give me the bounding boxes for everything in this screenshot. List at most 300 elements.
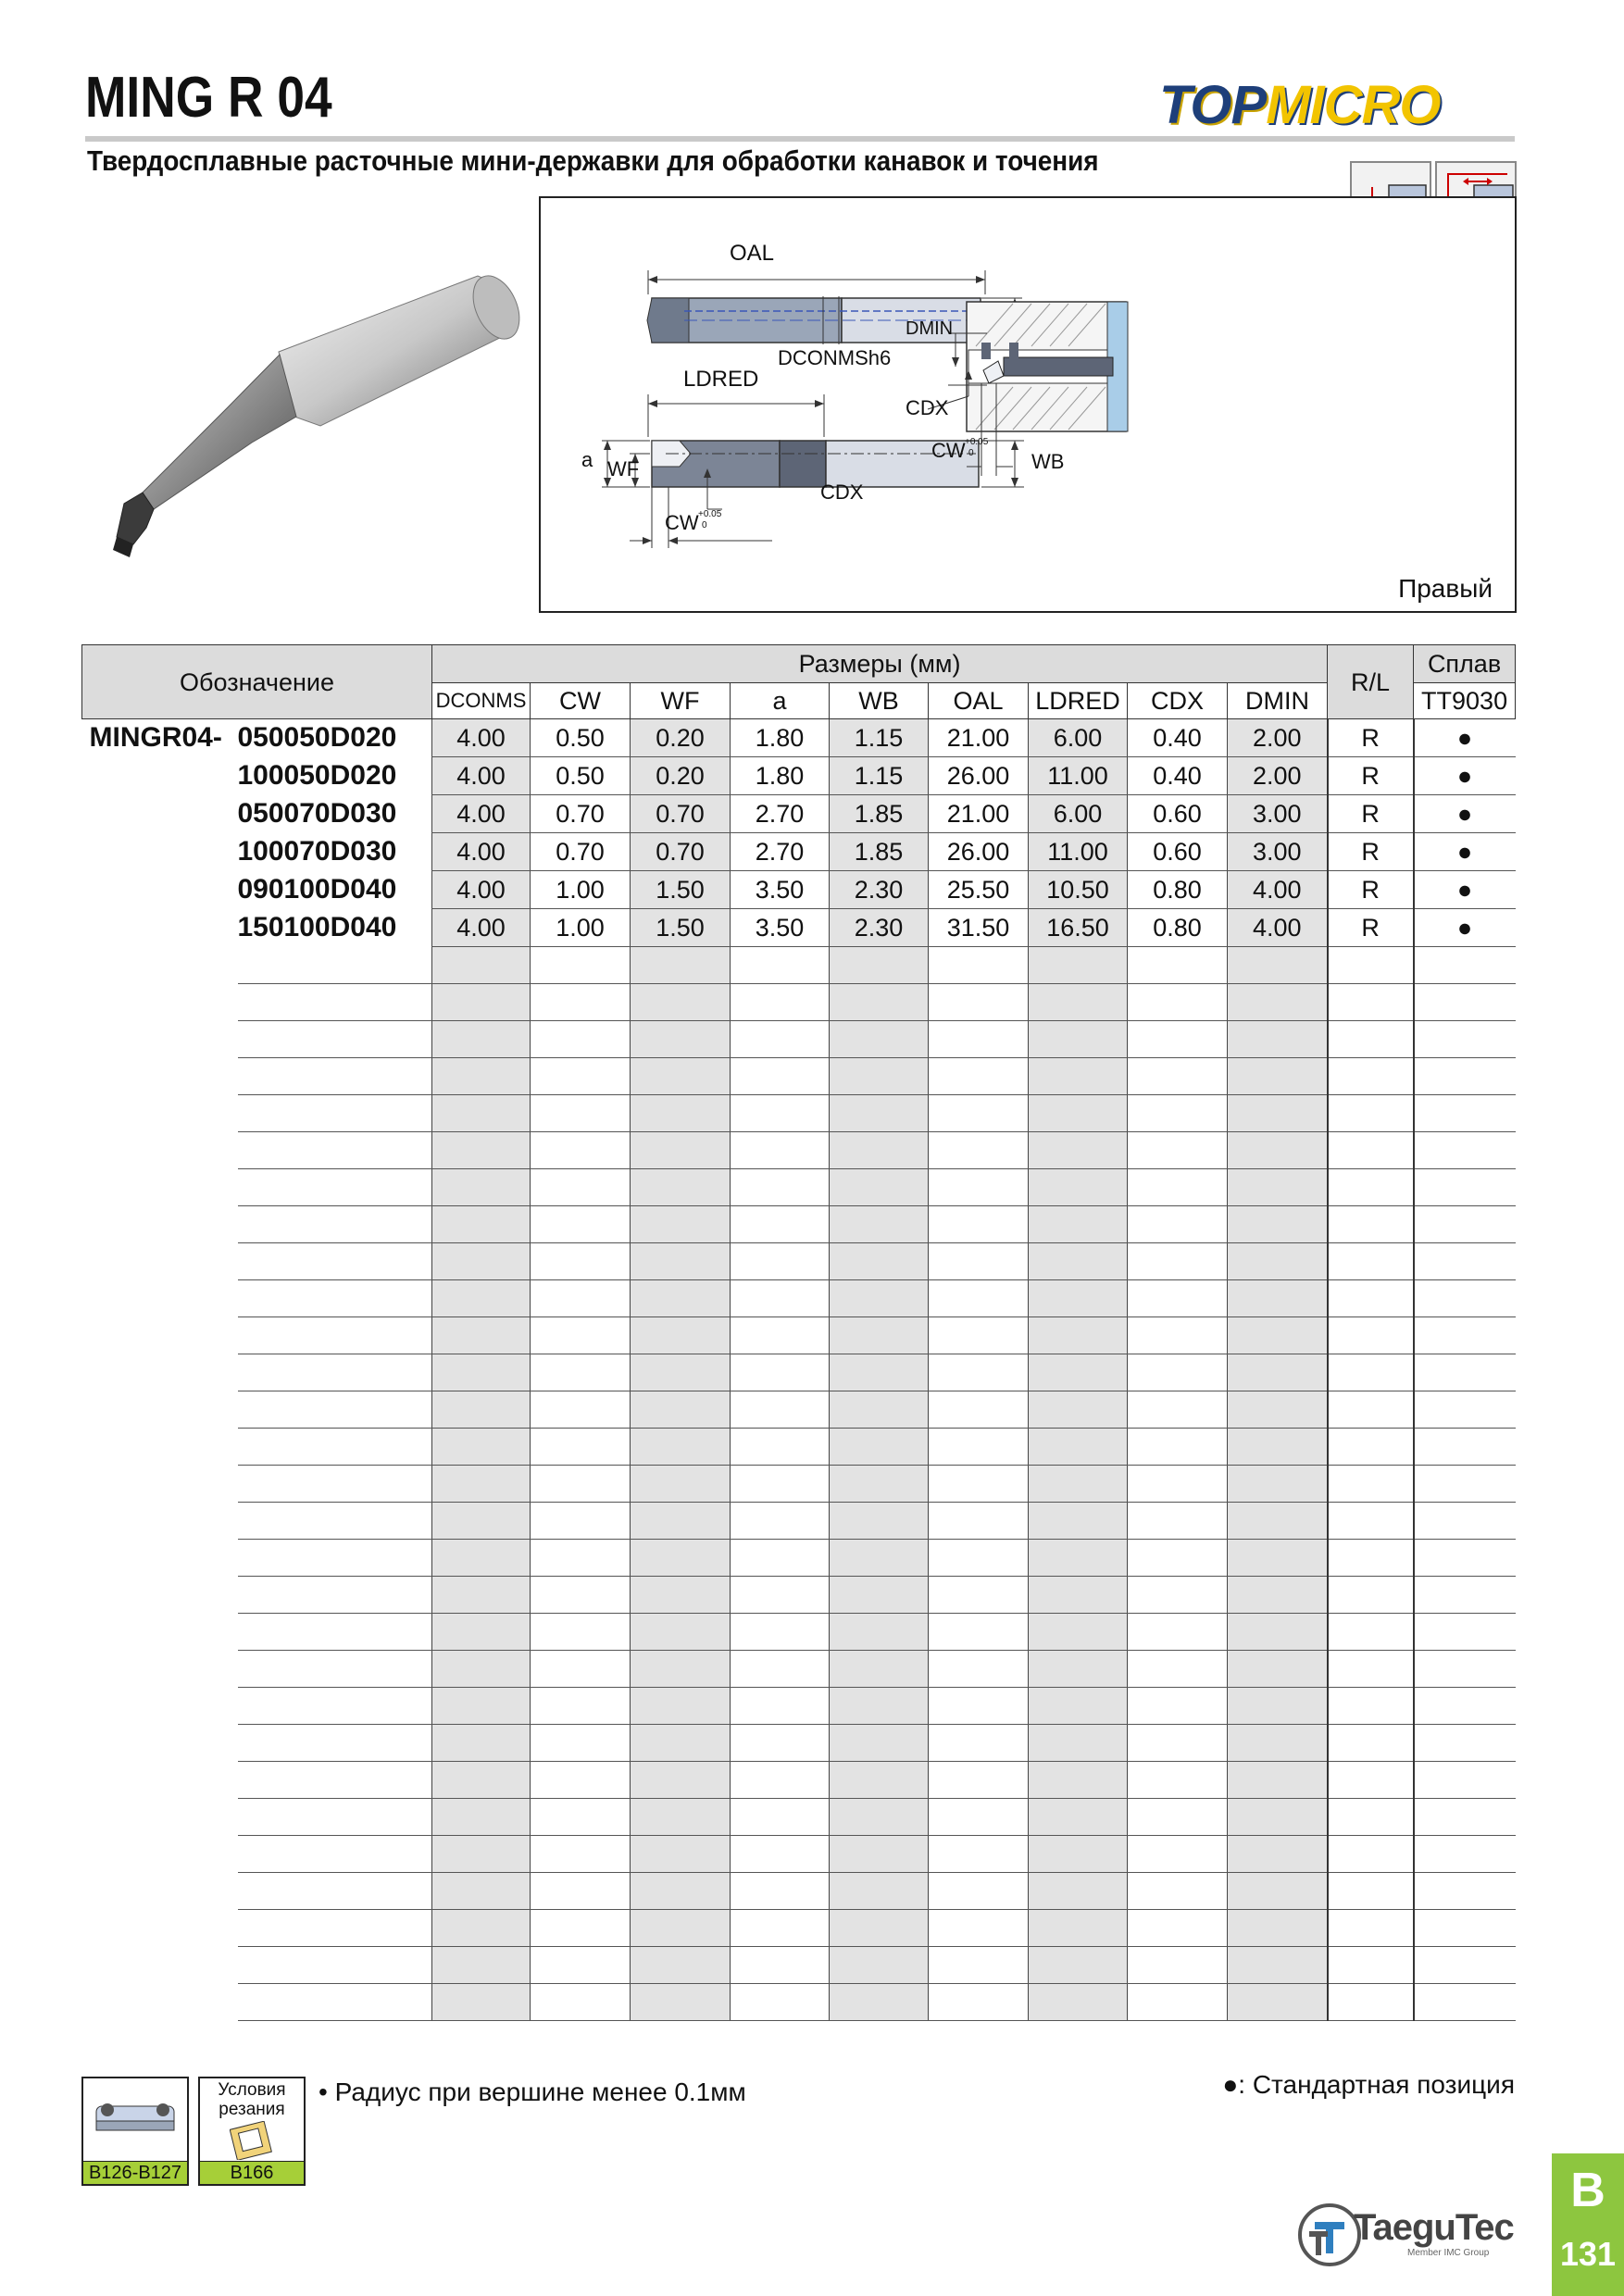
empty-cell	[929, 1540, 1029, 1577]
insert-reference-label: B126-B127	[83, 2161, 187, 2184]
cell-rl: R	[1328, 871, 1414, 909]
empty-designation-cell	[238, 1688, 432, 1725]
empty-prefix-cell	[82, 1910, 238, 1947]
empty-cell	[731, 1206, 830, 1243]
empty-cell	[432, 1354, 531, 1391]
empty-prefix-cell	[82, 1429, 238, 1466]
empty-cell	[731, 1540, 830, 1577]
empty-cell	[531, 1614, 631, 1651]
label-cdx-section: CDX	[906, 396, 949, 419]
empty-cell	[432, 1095, 531, 1132]
empty-designation-cell	[238, 947, 432, 984]
cell-cw: 1.00	[531, 871, 631, 909]
empty-cell	[1228, 1910, 1328, 1947]
empty-cell	[929, 1614, 1029, 1651]
cell-ldred: 6.00	[1029, 795, 1128, 833]
empty-cell	[830, 1725, 929, 1762]
empty-designation-cell	[238, 1317, 432, 1354]
empty-cell	[731, 1354, 830, 1391]
col-wf: WF	[631, 683, 731, 719]
empty-cell	[1414, 1058, 1516, 1095]
empty-cell	[1414, 1725, 1516, 1762]
empty-cell	[1029, 947, 1128, 984]
label-wb: WB	[1031, 450, 1065, 473]
empty-cell	[929, 1169, 1029, 1206]
empty-cell	[731, 1614, 830, 1651]
empty-cell	[1128, 1725, 1228, 1762]
empty-cell	[432, 1725, 531, 1762]
empty-cell	[1228, 1466, 1328, 1503]
empty-cell	[1228, 1391, 1328, 1429]
cell-rl: R	[1328, 795, 1414, 833]
logo-text: TaeguTec	[1354, 2207, 1514, 2248]
empty-cell	[1128, 1688, 1228, 1725]
table-row	[82, 757, 1516, 795]
empty-cell	[830, 1614, 929, 1651]
empty-cell	[432, 1503, 531, 1540]
empty-prefix-cell	[82, 947, 238, 984]
designation-code: 100070D030	[237, 836, 397, 867]
empty-table-row	[82, 1910, 1516, 1947]
empty-cell	[731, 1169, 830, 1206]
empty-cell	[1128, 1095, 1228, 1132]
cell-a: 1.80	[731, 719, 830, 757]
empty-cell	[432, 1873, 531, 1910]
empty-cell	[929, 1317, 1029, 1354]
empty-designation-cell	[238, 1836, 432, 1873]
empty-cell	[1029, 1762, 1128, 1799]
col-ldred: LDRED	[1029, 683, 1128, 719]
label-cdx: CDX	[820, 480, 864, 504]
empty-cell	[1328, 1280, 1414, 1317]
empty-cell	[830, 1280, 929, 1317]
empty-cell	[731, 1651, 830, 1688]
empty-cell	[1128, 1243, 1228, 1280]
empty-cell	[432, 1651, 531, 1688]
empty-table-row	[82, 1651, 1516, 1688]
cell-cdx: 0.40	[1128, 719, 1228, 757]
empty-cell	[432, 1280, 531, 1317]
empty-cell	[1029, 1391, 1128, 1429]
empty-cell	[1228, 1429, 1328, 1466]
empty-cell	[1414, 947, 1516, 984]
label-ldred: LDRED	[683, 367, 759, 392]
empty-cell	[1414, 1651, 1516, 1688]
empty-cell	[929, 1984, 1029, 2021]
empty-cell	[1128, 1836, 1228, 1873]
empty-cell	[1328, 1354, 1414, 1391]
empty-cell	[432, 1836, 531, 1873]
empty-prefix-cell	[82, 1651, 238, 1688]
col-a: a	[731, 683, 830, 719]
empty-designation-cell	[238, 1466, 432, 1503]
empty-cell	[731, 1873, 830, 1910]
empty-cell	[1228, 1132, 1328, 1169]
col-cdx: CDX	[1128, 683, 1228, 719]
brand-micro: MICRO	[1266, 75, 1441, 135]
empty-cell	[1228, 1947, 1328, 1984]
empty-cell	[929, 1799, 1029, 1836]
empty-cell	[432, 1021, 531, 1058]
dimension-diagram	[539, 196, 1517, 613]
empty-table-row	[82, 1725, 1516, 1762]
empty-designation-cell	[238, 984, 432, 1021]
empty-cell	[631, 1762, 731, 1799]
direction-label: Правый	[1398, 574, 1493, 603]
empty-cell	[631, 1503, 731, 1540]
empty-cell	[929, 1836, 1029, 1873]
cell-cdx: 0.60	[1128, 833, 1228, 871]
empty-cell	[1414, 1799, 1516, 1836]
corner-radius-note: • Радиус при вершине менее 0.1мм	[319, 2078, 746, 2106]
empty-designation-cell	[238, 1095, 432, 1132]
empty-cell	[1029, 1947, 1128, 1984]
empty-cell	[631, 1984, 731, 2021]
empty-prefix-cell	[82, 1391, 238, 1429]
empty-cell	[929, 1503, 1029, 1540]
cell-wf: 1.50	[631, 871, 731, 909]
empty-cell	[1414, 1688, 1516, 1725]
empty-cell	[1328, 1132, 1414, 1169]
empty-cell	[631, 1577, 731, 1614]
empty-cell	[1328, 1466, 1414, 1503]
empty-cell	[731, 1910, 830, 1947]
empty-table-row	[82, 1317, 1516, 1354]
empty-cell	[1128, 1503, 1228, 1540]
empty-table-row	[82, 1354, 1516, 1391]
empty-cell	[1414, 1836, 1516, 1873]
cell-alloy: ●	[1414, 719, 1516, 757]
empty-cell	[631, 947, 731, 984]
empty-cell	[631, 1169, 731, 1206]
cell-wf: 0.20	[631, 719, 731, 757]
cell-wb: 1.15	[830, 719, 929, 757]
empty-cell	[1328, 1540, 1414, 1577]
empty-cell	[1128, 1873, 1228, 1910]
empty-cell	[631, 1095, 731, 1132]
empty-cell	[830, 947, 929, 984]
col-cw: CW	[531, 683, 631, 719]
empty-designation-cell	[238, 1058, 432, 1095]
empty-cell	[1228, 1317, 1328, 1354]
empty-designation-cell	[238, 1873, 432, 1910]
empty-cell	[1228, 1762, 1328, 1799]
empty-cell	[631, 1725, 731, 1762]
empty-designation-cell	[238, 1614, 432, 1651]
empty-cell	[531, 1799, 631, 1836]
empty-cell	[929, 1058, 1029, 1095]
empty-cell	[830, 1391, 929, 1429]
empty-cell	[1228, 1873, 1328, 1910]
empty-cell	[631, 1280, 731, 1317]
empty-cell	[1029, 1095, 1128, 1132]
label-cw2-tol-top: +0.05	[965, 437, 989, 447]
empty-designation-cell	[238, 1540, 432, 1577]
label-wf: WF	[607, 457, 640, 480]
empty-cell	[830, 1651, 929, 1688]
label-cw: CW	[665, 511, 699, 534]
empty-cell	[1228, 1651, 1328, 1688]
empty-cell	[731, 1429, 830, 1466]
designation-prefix	[82, 795, 238, 833]
empty-cell	[830, 1206, 929, 1243]
empty-cell	[1128, 1021, 1228, 1058]
empty-prefix-cell	[82, 1317, 238, 1354]
empty-cell	[1029, 1651, 1128, 1688]
brand-top: TOP	[1159, 75, 1267, 135]
empty-designation-cell	[238, 1947, 432, 1984]
empty-cell	[929, 1280, 1029, 1317]
cell-a: 2.70	[731, 795, 830, 833]
empty-cell	[830, 1799, 929, 1836]
empty-cell	[531, 1317, 631, 1354]
empty-table-row	[82, 1799, 1516, 1836]
empty-cell	[1328, 1910, 1414, 1947]
empty-cell	[1029, 1429, 1128, 1466]
empty-cell	[531, 984, 631, 1021]
empty-cell	[1029, 984, 1128, 1021]
cell-dmin: 3.00	[1228, 833, 1328, 871]
empty-cell	[432, 1762, 531, 1799]
empty-cell	[432, 947, 531, 984]
empty-cell	[929, 984, 1029, 1021]
empty-cell	[531, 1836, 631, 1873]
empty-cell	[929, 1243, 1029, 1280]
cell-wb: 1.85	[830, 833, 929, 871]
designation-code: 090100D040	[237, 874, 397, 905]
empty-cell	[830, 1169, 929, 1206]
cell-wf: 0.70	[631, 833, 731, 871]
empty-table-row	[82, 1466, 1516, 1503]
empty-cell	[631, 1799, 731, 1836]
page-number: 131	[1559, 2235, 1617, 2273]
cell-dconms: 4.00	[432, 795, 531, 833]
empty-cell	[531, 1466, 631, 1503]
empty-cell	[1228, 1243, 1328, 1280]
cutting-conditions-icon[interactable]	[198, 2077, 306, 2186]
standard-item-legend: ●: Стандартная позиция	[1222, 2070, 1515, 2099]
empty-cell	[432, 1540, 531, 1577]
empty-prefix-cell	[82, 1021, 238, 1058]
empty-cell	[1228, 1540, 1328, 1577]
empty-cell	[1228, 1799, 1328, 1836]
empty-cell	[1328, 1836, 1414, 1873]
cell-dconms: 4.00	[432, 909, 531, 947]
empty-cell	[1128, 1799, 1228, 1836]
page-subtitle: Твердосплавные расточные мини-державки для обработки канавок и точения	[87, 144, 1099, 177]
empty-cell	[432, 1466, 531, 1503]
empty-cell	[1128, 1466, 1228, 1503]
cell-wb: 1.15	[830, 757, 929, 795]
empty-table-row	[82, 1095, 1516, 1132]
empty-cell	[1328, 984, 1414, 1021]
empty-cell	[1029, 1984, 1128, 2021]
cutting-conditions-label: B166	[200, 2161, 304, 2184]
cell-dconms: 4.00	[432, 757, 531, 795]
cell-ldred: 16.50	[1029, 909, 1128, 947]
empty-cell	[432, 1243, 531, 1280]
cell-cw: 0.70	[531, 795, 631, 833]
empty-cell	[1414, 1391, 1516, 1429]
empty-table-row	[82, 1243, 1516, 1280]
empty-designation-cell	[238, 1021, 432, 1058]
cell-dmin: 4.00	[1228, 871, 1328, 909]
empty-cell	[1029, 1280, 1128, 1317]
empty-cell	[1328, 1577, 1414, 1614]
empty-cell	[1328, 1503, 1414, 1540]
empty-cell	[830, 1762, 929, 1799]
empty-cell	[830, 1947, 929, 1984]
empty-cell	[929, 1947, 1029, 1984]
empty-cell	[1414, 1206, 1516, 1243]
table-row	[82, 719, 1516, 757]
empty-prefix-cell	[82, 984, 238, 1021]
empty-cell	[1128, 1651, 1228, 1688]
empty-cell	[531, 1132, 631, 1169]
empty-cell	[1128, 1132, 1228, 1169]
empty-cell	[1328, 1095, 1414, 1132]
empty-cell	[1228, 1095, 1328, 1132]
empty-designation-cell	[238, 1354, 432, 1391]
cell-wb: 2.30	[830, 909, 929, 947]
empty-cell	[531, 1243, 631, 1280]
empty-cell	[432, 1132, 531, 1169]
cell-cw: 0.70	[531, 833, 631, 871]
empty-cell	[1128, 1614, 1228, 1651]
cell-oal: 26.00	[929, 757, 1029, 795]
rl-header: R/L	[1328, 645, 1414, 719]
cell-ldred: 11.00	[1029, 757, 1128, 795]
empty-cell	[731, 1095, 830, 1132]
empty-designation-cell	[238, 1984, 432, 2021]
empty-cell	[1228, 1577, 1328, 1614]
empty-cell	[1328, 1688, 1414, 1725]
empty-cell	[1228, 1725, 1328, 1762]
empty-designation-cell	[238, 1799, 432, 1836]
empty-cell	[929, 1725, 1029, 1762]
empty-cell	[531, 1651, 631, 1688]
empty-cell	[1029, 1169, 1128, 1206]
cell-cdx: 0.80	[1128, 909, 1228, 947]
empty-cell	[1128, 1429, 1228, 1466]
empty-table-row	[82, 1169, 1516, 1206]
empty-cell	[830, 1058, 929, 1095]
empty-prefix-cell	[82, 1243, 238, 1280]
empty-cell	[432, 1169, 531, 1206]
empty-cell	[830, 1317, 929, 1354]
empty-cell	[1128, 1169, 1228, 1206]
empty-cell	[531, 1910, 631, 1947]
empty-cell	[1414, 1984, 1516, 2021]
empty-cell	[1328, 1058, 1414, 1095]
empty-cell	[1414, 1021, 1516, 1058]
cell-a: 3.50	[731, 909, 830, 947]
empty-cell	[731, 984, 830, 1021]
empty-table-row	[82, 1429, 1516, 1466]
empty-cell	[929, 1095, 1029, 1132]
empty-cell	[929, 1132, 1029, 1169]
empty-cell	[1029, 1354, 1128, 1391]
specifications-table	[81, 644, 1515, 2021]
section-tab	[1552, 2153, 1624, 2296]
designation-code: 100050D020	[237, 760, 397, 791]
empty-cell	[1228, 1503, 1328, 1540]
empty-cell	[531, 1391, 631, 1429]
empty-cell	[631, 1243, 731, 1280]
empty-cell	[1328, 1947, 1414, 1984]
empty-cell	[830, 1873, 929, 1910]
empty-cell	[1328, 1873, 1414, 1910]
empty-cell	[631, 1058, 731, 1095]
empty-cell	[1328, 1725, 1414, 1762]
empty-cell	[1414, 1910, 1516, 1947]
empty-cell	[631, 1021, 731, 1058]
empty-table-row	[82, 1503, 1516, 1540]
empty-cell	[731, 1280, 830, 1317]
cell-oal: 21.00	[929, 719, 1029, 757]
empty-cell	[731, 947, 830, 984]
empty-cell	[631, 1910, 731, 1947]
insert-reference-icon[interactable]	[81, 2077, 189, 2186]
empty-cell	[432, 1799, 531, 1836]
empty-cell	[929, 1466, 1029, 1503]
cell-wf: 1.50	[631, 909, 731, 947]
title-divider	[85, 136, 1515, 142]
brand-logo	[1159, 74, 1441, 136]
empty-cell	[531, 947, 631, 984]
empty-cell	[531, 1873, 631, 1910]
empty-prefix-cell	[82, 1614, 238, 1651]
cell-wf: 0.70	[631, 795, 731, 833]
empty-prefix-cell	[82, 1280, 238, 1317]
empty-cell	[929, 1429, 1029, 1466]
empty-cell	[531, 1762, 631, 1799]
cell-cdx: 0.60	[1128, 795, 1228, 833]
empty-cell	[432, 1688, 531, 1725]
empty-cell	[1414, 1132, 1516, 1169]
cell-alloy: ●	[1414, 871, 1516, 909]
empty-cell	[929, 1577, 1029, 1614]
empty-prefix-cell	[82, 1836, 238, 1873]
empty-cell	[432, 1317, 531, 1354]
empty-cell	[1328, 1021, 1414, 1058]
empty-cell	[830, 1466, 929, 1503]
empty-cell	[432, 1910, 531, 1947]
designation-code: 050070D030	[237, 798, 397, 829]
label-dconms: DCONMSh6	[778, 346, 892, 369]
empty-cell	[731, 1391, 830, 1429]
empty-cell	[1328, 1984, 1414, 2021]
table-row	[82, 871, 1516, 909]
empty-cell	[1128, 1391, 1228, 1429]
empty-cell	[432, 1429, 531, 1466]
empty-cell	[531, 1503, 631, 1540]
empty-cell	[531, 1206, 631, 1243]
empty-cell	[1128, 947, 1228, 984]
empty-cell	[1128, 1280, 1228, 1317]
empty-cell	[631, 1688, 731, 1725]
empty-designation-cell	[238, 1243, 432, 1280]
empty-cell	[830, 1429, 929, 1466]
empty-cell	[631, 1947, 731, 1984]
designation-prefix: MINGR04-	[89, 722, 222, 754]
empty-cell	[631, 1651, 731, 1688]
empty-cell	[631, 1132, 731, 1169]
empty-cell	[631, 1206, 731, 1243]
empty-prefix-cell	[82, 1577, 238, 1614]
empty-cell	[929, 1021, 1029, 1058]
empty-cell	[432, 1058, 531, 1095]
